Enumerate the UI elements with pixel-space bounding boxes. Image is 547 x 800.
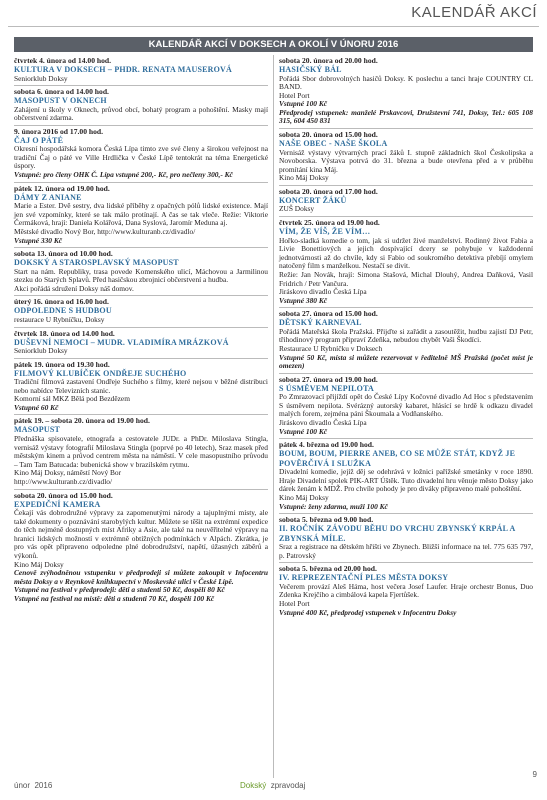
event-date: 9. února 2016 od 17.00 hod.: [14, 126, 104, 136]
event-title: HASIČSKÝ BÁL: [279, 65, 342, 74]
event-item: [14, 248, 268, 296]
event-title: KONCERT ŽÁKŮ: [279, 195, 347, 205]
event-price: Vstupné na festival na místě: děti a studenti 70 Kč, dospělí 100 Kč: [14, 593, 215, 603]
event-date: sobota 27. února od 15.00 hod.: [279, 309, 378, 319]
event-text: Kino Máj Doksy: [279, 173, 329, 183]
event-item: [279, 186, 533, 217]
event-date: sobota 20. února od 17.00 hod.: [279, 186, 378, 196]
left-column: [14, 55, 268, 606]
event-text: Akci pořádá sdružení Doksy náš domov.: [14, 283, 134, 293]
event-text: Divadelní komedie, jejíž děj se odehrává v ložnici pařížské smetánky v roce 1890. Hraje Divadelní spolek PIK-ART Úštěk. Tuto divadelní hru věnuje město Doksy jako dárek ženám k MDŽ. Pro chvíle pohody je pro diváky připraveno malé pohoštění.: [279, 467, 533, 494]
event-text: Zahájení u školy v Oknech, průvod obcí, bohatý program a pohoštění. Masky mají občerstvení zdarma.: [14, 104, 268, 123]
event-date: sobota 5. března od 20.00 hod.: [279, 564, 377, 574]
event-text: Po Zmrazovací přijíždí opět do České Lípy Kočovné divadlo Ad Hoc s představením S úsměvem nepilota. Svérázný autorský kabaret, hlásící se hrdě k odkazu divadel malých forem, zejména páni Škoumala a Vodňanského.: [279, 392, 533, 419]
footer-brand: [240, 781, 305, 790]
event-text: Přednáška spisovatele, etnografa a cestovatele JUDr. a PhDr. Miloslava Stingla, vernisáž výstavy fotografií Miloslava Stingla (poprvé po 40 letech), Sraz masek před městským kinem a průvod centrem města na náměstí. V cele masopustního průvodu – Tam Tam Batucada: bubenická show v brazilském rytmu.: [14, 433, 268, 469]
event-item: [14, 296, 268, 327]
event-item: [279, 439, 533, 514]
event-price: Vstupné 50 Kč, místa si můžete rezervovat v ředitelně MŠ Pražská (počet míst je omezen): [279, 352, 533, 371]
event-date: čtvrtek 18. února od 14.00 hod.: [14, 328, 115, 338]
footer-year: 2016: [34, 781, 53, 790]
footer-brand-name: Dokský: [240, 781, 267, 790]
event-item: [14, 359, 268, 416]
event-text: Jiráskovo divadlo Česká Lípa: [279, 287, 367, 297]
event-price: Vstupné 60 Kč: [14, 402, 59, 412]
event-date: čtvrtek 25. února od 19.00 hod.: [279, 218, 380, 228]
event-date: pátek 4. března od 19.00 hod.: [279, 440, 374, 450]
event-date: sobota 20. února od 15.00 hod.: [279, 130, 378, 140]
event-item: [14, 183, 268, 248]
event-text: Vernisáž výstavy výtvarných prací žáků I. stupně základních škol Českolipska a Novoborska. Výstava potrvá do 31. března a bude otevřena před a v průběhu promítání kina Máj.: [279, 147, 533, 174]
event-text: Okresní hospodářská komora Česká Lípa timto zve své členy a širokou veřejnost na tradiční Čaj o páté ve Ville Hrdlička v České Lípě tentokrát na téma Energetické úspory.: [14, 144, 268, 171]
event-item: [279, 55, 533, 129]
footer-month-text: únor: [14, 781, 31, 790]
event-text: Marie a Ester. Dvě sestry, dva lidské příběhy z opačných pólů lidské existence. Mají jen své vzpomínky, které se tak málo protínají. A čas se tak vleče. Režie: Viktorie Čermáková, hrají: Daniela Kolářová, Dana Syslová, Jaromír Meduna aj.: [14, 201, 268, 228]
event-text: Seniorklub Doksy: [14, 346, 68, 355]
event-item: [14, 415, 268, 489]
event-item: [279, 217, 533, 308]
event-item: [14, 126, 268, 183]
event-text: Hotel Port: [279, 599, 310, 609]
event-text: Komorní sál MKZ Bělá pod Bezdězem: [14, 394, 130, 404]
event-title: DÁMY Z ANIANE: [14, 192, 82, 202]
event-price: Vstupné 400 Kč, předprodej vstupenek v Infocentru Doksy: [279, 607, 457, 617]
event-text: Večerem provází Aleš Háma, host večera Josef Laufer. Hraje orchestr Bonus, Duo Zdenka Krejčího a cimbálová kapela Fjertůšek.: [279, 581, 533, 600]
event-text: Tradiční filmová zastavení Ondřeje Suchého s filmy, které nejsou v běžné distribuci nebo nabídce Televizních stanic.: [14, 377, 268, 395]
event-item: [14, 86, 268, 126]
event-date: čtvrtek 4. února od 14.00 hod.: [14, 56, 112, 65]
event-title: FILMOVÝ KLUBÍČEK ONDŘEJE SUCHÉHO: [14, 368, 187, 378]
event-title: NAŠE OBEC - NAŠE ŠKOLA: [279, 139, 388, 149]
event-date: úterý 16. února od 16.00 hod.: [14, 297, 109, 307]
event-text: Hořko-sladká komedie o tom, jak si udržet živé manželství. Rodinný život Fabia a Livie Bonettiových a jejich dospívající dcery se pohybuje v každodenní jednotvárnosti až do chvíle, kdy si Fabio od soukromého detektiva přebíjí omylem natočený film s manželkou. Nestačí se divit.: [279, 235, 533, 271]
page-number: 9: [532, 770, 537, 779]
event-date: sobota 20. února od 20.00 hod.: [279, 56, 378, 65]
event-date: sobota 20. února od 15.00 hod.: [14, 490, 113, 500]
event-title: S ÚSMĚVEM NEPILOTA: [279, 383, 375, 393]
event-item: [14, 328, 268, 359]
event-text: restaurace U Rybníčku, Doksy: [14, 314, 105, 324]
event-title: ODPOLEDNE S HUDBOU: [14, 306, 112, 316]
event-price: Vstupné: pro členy OHK Č. Lípa vstupné 200,- Kč, pro nečleny 300,- Kč: [14, 170, 233, 180]
event-title: DOKSKÝ A STAROSPLAVSKÝ MASOPUST: [14, 258, 179, 268]
event-title: BOUM, BOUM, PIERRE ANEB, CO SE MŮŽE STÁT, KDYŽ JE POVĚRČIVÁ I SLUŽKA: [279, 449, 516, 468]
event-date: sobota 5. března od 9.00 hod.: [279, 515, 374, 525]
footer-brand-suffix: zpravodaj: [270, 781, 306, 790]
event-price: Vstupné: ženy zdarma, muži 100 Kč: [279, 501, 388, 511]
event-text: Start na nám. Republiky, trasa povede Komenského ulicí, Máchovou a Jarmilinou stezku do Starých Splavů. Před hasičskou zbrojnicí občerstvení a hudba.: [14, 266, 268, 285]
event-text: Jiráskovo divadlo Česká Lípa: [279, 418, 367, 428]
event-text: Pořádá Mateřská škola Pražská. Přijďte si zařádit a zasoutěžit, hudbu zajistí DJ Petr, třihodinový program připraví Zdeňka, nebudou chybět Vaši Škodíci.: [279, 326, 533, 345]
event-text: Čekají vás dobrodružné výpravy za zapomenutými národy a tajuplnými místy, ale také dokumenty o poznávání starobylých kultur. Můžete se těšit na extrémní expedice do těch nejméně dostupných míst Afriky a Asie, ale také na neuvěřitelné výpravy na hranici lidských možností v extrémně obtížných podmínkách v Alpách. Zkrátka, je pro vás opět připraveno odpoledne plné dobrodružství, napětí, úžasných záběrů a výkonů.: [14, 508, 268, 560]
event-title: MASOPUST V OKNECH: [14, 96, 107, 106]
footer-month: [14, 781, 52, 790]
calendar-banner: KALENDÁŘ AKCÍ V DOKSECH A OKOLÍ V ÚNORU 2016: [14, 37, 533, 52]
event-date: pátek 19. února od 19.30 hod.: [14, 359, 110, 369]
event-title: MASOPUST: [14, 425, 61, 435]
event-date: pátek 12. února od 19.00 hod.: [14, 183, 110, 193]
event-item: [279, 374, 533, 439]
event-date: pátek 19. – sobota 20. února od 19.00 hod.: [14, 416, 150, 426]
event-title: II. ROČNÍK ZÁVODU BĚHU DO VRCHU ZBYNSKÝ KRPÁL A ZBYNSKÁ MÍLE.: [279, 524, 516, 543]
event-title: DUŠEVNÍ NEMOCI – MUDR. VLADIMÍRA MRÁZKOVÁ: [14, 337, 229, 347]
event-price: Cenově zvýhodněnou vstupenku v předprodeji si můžete zakoupit v Infocentru města Doksy a v Reynkově knihkupectví v Moskevské ulici v České Lípě.: [14, 568, 268, 586]
event-text: Sraz a registrace na dětském hřišti ve Zbynech. Bližší informace na tel. 775 635 797, p. Patrovský: [279, 542, 533, 560]
page-header-title: KALENDÁŘ AKCÍ: [411, 4, 537, 21]
event-text: Režie: Jan Novák, hrají: Simona Stašová, Michal Dlouhý, Andrea Daňková, Vasil Fridrich / Petr Vančura.: [279, 269, 533, 288]
column-divider: [273, 55, 274, 778]
event-text: Pořádá Sbor dobrovolných hasičů Doksy. K poslechu a tanci hraje COUNTRY CL BAND.: [279, 73, 533, 92]
event-title: IV. REPREZENTAČNÍ PLES MĚSTA DOKSY: [279, 573, 449, 583]
header-divider: [8, 26, 539, 27]
event-text: http://www.kulturanb.cz/divadlo/: [14, 476, 113, 486]
event-item: [279, 308, 533, 373]
event-text: Městské divadlo Nový Bor, http://www.kulturanb.cz/divadlo/: [14, 226, 196, 236]
event-text: Kino Máj Doksy, náměstí Nový Bor: [14, 468, 122, 478]
event-text: Kino Máj Doksy: [279, 493, 329, 502]
event-item: [279, 129, 533, 186]
event-text: Hotel Port: [279, 90, 310, 100]
event-text: Seniorklub Doksy: [14, 73, 68, 83]
event-price: Předprodej vstupenek: manželé Prskavcovi, Družstevní 741, Doksy, Tel.: 605 108 315, 604 450 831: [279, 107, 533, 126]
event-item: [14, 55, 268, 86]
event-title: KULTURA V DOKSECH – PHDR. RENATA MAUSEROVÁ: [14, 65, 232, 74]
event-title: DĚTSKÝ KARNEVAL: [279, 318, 362, 328]
event-title: ČAJ O PÁTÉ: [14, 135, 64, 145]
event-price: Vstupné 380 Kč: [279, 295, 328, 305]
event-text: Kino Máj Doksy: [14, 559, 64, 569]
event-item: [279, 563, 533, 619]
event-item: [279, 514, 533, 563]
right-column: [279, 55, 533, 619]
event-price: Vstupné 100 Kč: [279, 99, 328, 109]
event-date: sobota 13. února od 10.00 hod.: [14, 249, 113, 259]
event-date: sobota 27. února od 19.00 hod.: [279, 374, 378, 384]
event-item: [14, 490, 268, 606]
event-date: sobota 6. února od 14.00 hod.: [14, 87, 109, 97]
event-text: ZUŠ Doksy: [279, 204, 315, 214]
event-title: VÍM, ŽE VÍŠ, ŽE VÍM…: [279, 227, 371, 237]
event-price: Vstupné na festival v předprodeji: děti a studenti 50 Kč, dospělí 80 Kč: [14, 585, 225, 595]
event-price: Vstupné 100 Kč: [279, 426, 328, 436]
event-price: Vstupné 330 Kč: [14, 235, 63, 245]
event-title: EXPEDIČNÍ KAMERA: [14, 499, 101, 509]
event-text: Restaurace U Rybníčku v Doksech: [279, 343, 383, 353]
